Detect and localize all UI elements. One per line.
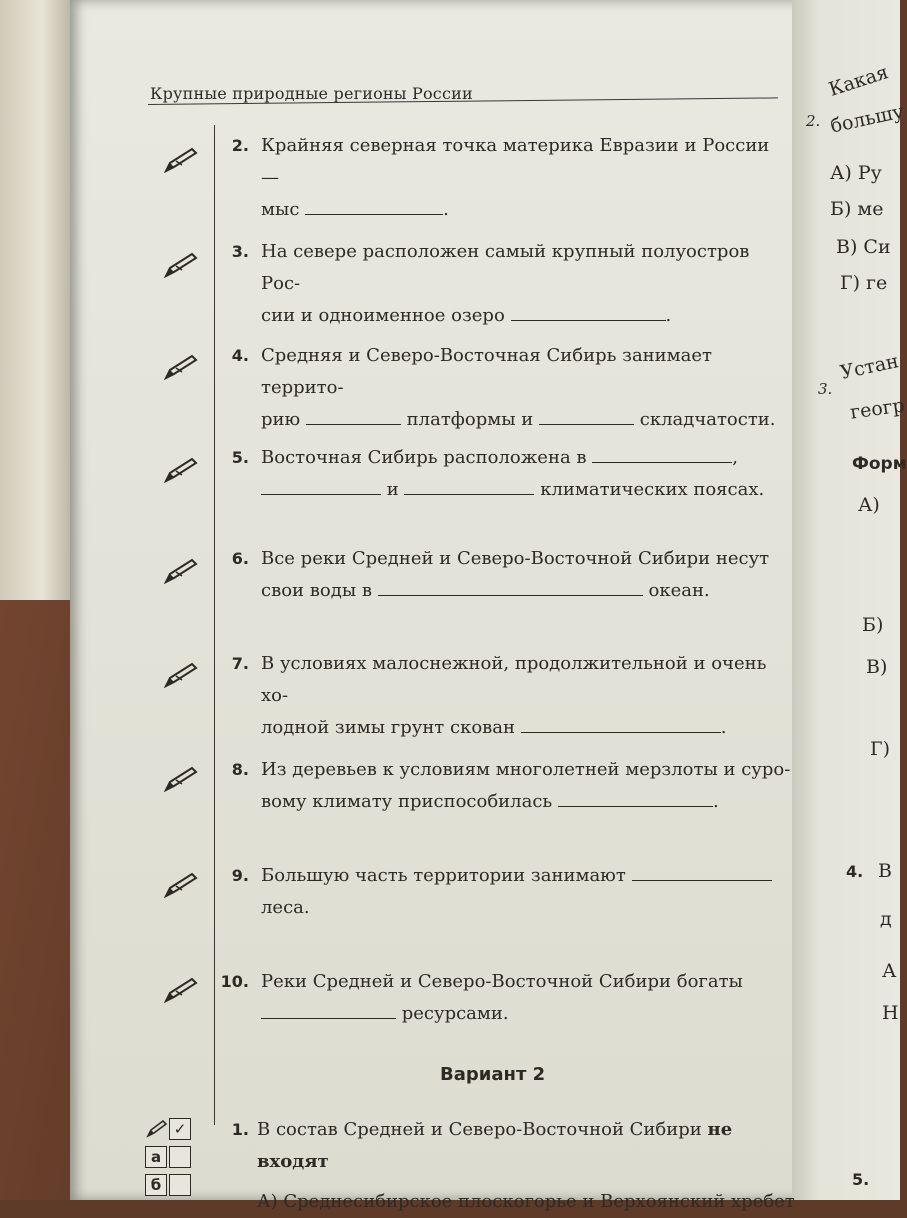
question-line: свои воды в [261, 580, 373, 601]
question-number: 6. [231, 549, 249, 568]
question-line: Реки Средней и Северо-Восточной Сибири богаты [261, 971, 743, 992]
question-text [261, 130, 791, 226]
running-head: Крупные природные регионы России [150, 84, 473, 103]
right-option: Б) ме [830, 198, 884, 220]
right-text: д [880, 908, 892, 930]
question-line: и [386, 479, 399, 500]
question-number: 4. [231, 346, 249, 365]
answer-blank[interactable] [539, 404, 634, 425]
right-q5-number: 5. [852, 1170, 870, 1189]
option-letter-box: а [145, 1146, 167, 1168]
option-letter-box: б [145, 1174, 167, 1196]
option-checkbox[interactable] [169, 1174, 191, 1196]
punctuation: . [443, 199, 449, 220]
question-line: вому климату приспособилась [261, 791, 553, 812]
punctuation: . [665, 305, 672, 326]
answer-blank[interactable] [404, 474, 534, 495]
answer-blank[interactable] [511, 300, 666, 321]
question-text [257, 1114, 797, 1218]
question-line: складчатости. [639, 409, 776, 430]
right-text: геогр [848, 394, 907, 424]
right-q3-number: 3. [818, 380, 833, 398]
answer-blank[interactable] [305, 194, 443, 215]
option-checkbox[interactable] [169, 1146, 191, 1168]
punctuation: , [732, 447, 738, 468]
question-number: 5. [231, 448, 249, 467]
question-line: сии и одноименное озеро [261, 305, 505, 326]
right-option: Г) ге [840, 272, 888, 294]
question-text [261, 442, 791, 506]
variant-title: Вариант 2 [440, 1064, 546, 1085]
right-option: А) Ру [830, 162, 882, 184]
right-option: В) Си [836, 236, 891, 258]
question-number: 2. [231, 136, 249, 155]
punctuation: . [720, 717, 727, 738]
answer-blank[interactable] [558, 786, 713, 807]
question-line: Большую часть территории занимают [261, 865, 626, 886]
right-option: В) [866, 656, 888, 678]
answer-blank[interactable] [521, 712, 721, 733]
pen-icon [160, 870, 200, 900]
question-line: Восточная Сибирь расположена в [261, 447, 587, 468]
answer-blank[interactable] [378, 575, 643, 596]
pen-icon [160, 352, 200, 382]
question-line: платформы и [406, 409, 534, 430]
right-q2-number: 2. [806, 112, 821, 130]
pen-icon [160, 764, 200, 794]
question-text [261, 340, 791, 436]
question-line: В условиях малоснежной, продолжительной и очень хо- [261, 653, 767, 706]
pen-icon [160, 660, 200, 690]
question-line: В состав Средней и Северо-Восточной Сибири [257, 1119, 702, 1140]
right-option: Б) [862, 614, 884, 636]
question-text [261, 966, 791, 1030]
question-line: Средняя и Северо-Восточная Сибирь занимает террито- [261, 345, 713, 398]
question-text [261, 860, 791, 924]
question-text [261, 236, 791, 332]
question-line: мыс [261, 199, 300, 220]
right-text: Форм [852, 454, 907, 474]
paper-stack [0, 0, 70, 600]
right-text: В [878, 860, 892, 882]
right-text: Н [882, 1002, 899, 1024]
answer-blank[interactable] [632, 860, 772, 881]
question-number: 9. [231, 866, 249, 885]
question-number: 1. [231, 1120, 249, 1139]
check-box-icon[interactable]: ✓ [169, 1118, 191, 1140]
pen-check-icon [145, 1118, 169, 1140]
right-text: Устан [838, 350, 901, 384]
question-text [261, 754, 791, 818]
question-line: климатических поясах. [540, 479, 765, 500]
right-text: большу [828, 100, 906, 138]
question-text [261, 543, 791, 607]
question-line: лодной зимы грунт скован [261, 717, 516, 738]
question-number: 10. [220, 972, 249, 991]
question-text [261, 648, 791, 744]
right-text: А [882, 960, 897, 982]
question-line: Все реки Средней и Северо-Восточной Сибири несут [261, 548, 770, 569]
pen-icon [160, 455, 200, 485]
question-line: океан. [648, 580, 710, 601]
pen-icon [160, 250, 200, 280]
question-line: леса. [261, 897, 310, 918]
question-line: Из деревьев к условиям многолетней мерзлоты и суро- [261, 759, 791, 780]
question-line: На севере расположен самый крупный полуостров Рос- [261, 241, 750, 294]
question-emphasis: не входят [257, 1119, 733, 1172]
pen-icon [160, 556, 200, 586]
pen-icon [160, 975, 200, 1005]
pen-icon [160, 145, 200, 175]
punctuation: . [712, 791, 719, 812]
right-q4-number: 4. [846, 862, 864, 881]
question-line: Крайняя северная точка материка Евразии и России — [261, 135, 770, 188]
answer-blank[interactable] [261, 474, 381, 495]
question-line: рию [261, 409, 301, 430]
answer-blank[interactable] [592, 442, 732, 463]
question-line: ресурсами. [401, 1003, 509, 1024]
answer-blank[interactable] [306, 404, 401, 425]
answer-option[interactable]: А) Среднесибирское плоскогорье и Верхоянский хребет [257, 1191, 795, 1212]
right-option: Г) [870, 738, 890, 760]
question-number: 7. [231, 654, 249, 673]
answer-blank[interactable] [261, 998, 396, 1019]
right-option: А) [858, 494, 880, 516]
question-number: 8. [231, 760, 249, 779]
question-number: 3. [231, 242, 249, 261]
right-text: Какая [826, 61, 892, 101]
